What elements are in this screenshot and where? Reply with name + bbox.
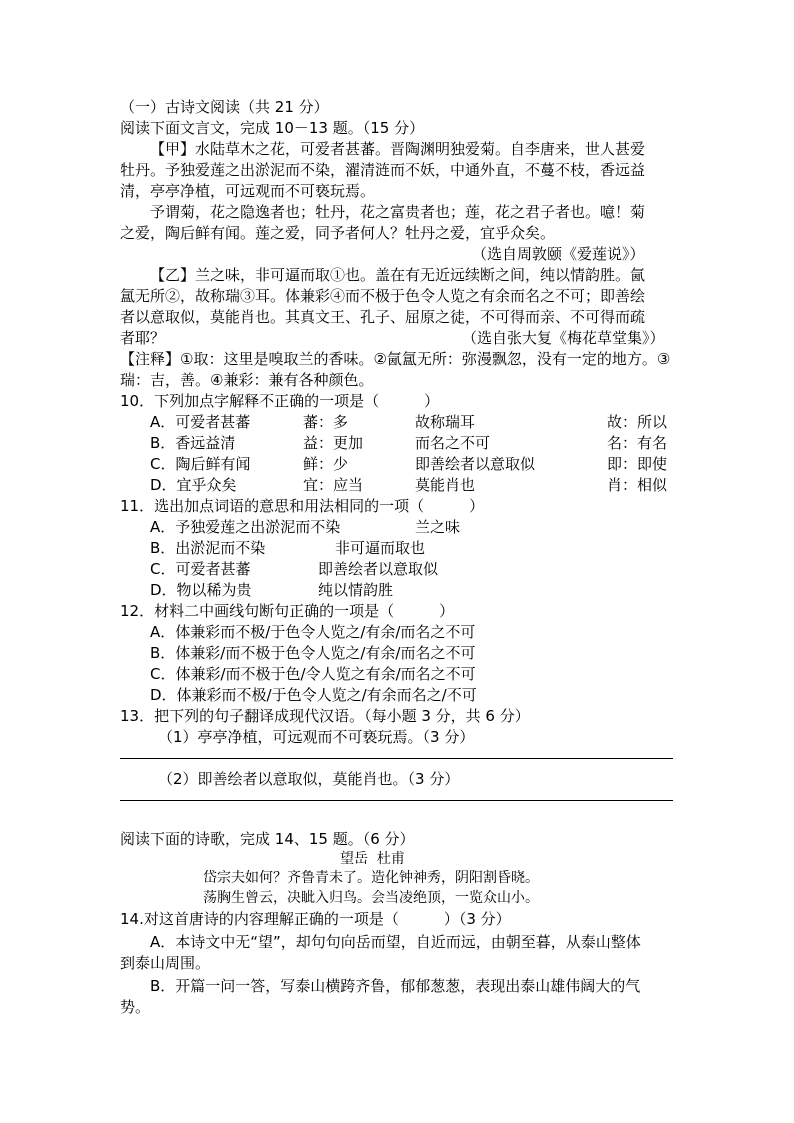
- passage-jia-line: 牡丹。予独爱莲之出淤泥而不染，濯清涟而不妖，中通外直，不蔓不枝，香远益: [120, 161, 646, 179]
- option-text: A．体兼彩而不极/于色令人览之/有余/而名之不可: [150, 623, 476, 641]
- option-text: 即善绘者以意取似: [318, 560, 439, 578]
- answer-line[interactable]: [120, 800, 673, 801]
- instruction-text: 阅读下面的诗歌，完成 14、15 题。（6 分）: [120, 830, 415, 848]
- passage-jia-line: 清，亭亭净植，可远观而不可亵玩焉。: [120, 182, 376, 200]
- option-text: D．宜乎众矣: [150, 476, 237, 494]
- option-text: 莫能肖也: [415, 476, 476, 494]
- question-12-stem: 12．材料二中画线句断句正确的一项是（ ）: [120, 602, 455, 620]
- passage-jia-line: 之爱，陶后鲜有闻。莲之爱，同予者何人？牡丹之爱，宜乎众矣。: [120, 224, 556, 242]
- option-text: A．本诗文中无“望”，却句句向岳而望，自近而远，由朝至暮，从泰山整体: [150, 933, 641, 951]
- option-gloss: 鲜：少: [303, 455, 349, 473]
- option-text: B．出淤泥而不染: [150, 539, 266, 557]
- answer-line[interactable]: [120, 758, 673, 759]
- option-gloss: 肖：相似: [607, 476, 668, 494]
- option-text: D．物以稀为贵: [150, 581, 252, 599]
- option-text: C．可爱者甚蕃: [150, 560, 251, 578]
- source-citation: （选自张大复《梅花草堂集》）: [462, 329, 665, 347]
- option-text: 非可逼而取也: [335, 539, 426, 557]
- question-14-stem: 14.对这首唐诗的内容理解正确的一项是（ ）（3 分）: [120, 910, 511, 928]
- passage-jia-line: 予谓菊，花之隐逸者也；牡丹，花之富贵者也；莲，花之君子者也。噫！菊: [150, 203, 646, 221]
- question-10-stem: 10．下列加点字解释不正确的一项是（ ）: [120, 392, 440, 410]
- notes-line: 瑞：吉，善。④兼彩：兼有各种颜色。: [120, 371, 374, 389]
- option-text: D．体兼彩而不极/于色令人览之/有余而名之/不可: [150, 686, 477, 704]
- option-text: C．陶后鲜有闻: [150, 455, 251, 473]
- question-13-stem: 13．把下列的句子翻译成现代汉语。（每小题 3 分，共 6 分）: [120, 707, 530, 725]
- option-text: B．香远益清: [150, 434, 236, 452]
- option-text: A．予独爱莲之出淤泥而不染: [150, 518, 341, 536]
- passage-yi-line: 者以意取似，莫能肖也。其真文王、孔子、屈原之徒，不可得而亲、不可得而疏: [120, 308, 646, 326]
- poem-title: 望岳 杜甫: [340, 851, 405, 867]
- passage-jia-line: 【甲】水陆草木之花，可爱者甚蕃。晋陶渊明独爱菊。自李唐来，世人甚爱: [150, 140, 646, 158]
- instruction-text: 阅读下面文言文，完成 10－13 题。（15 分）: [120, 119, 425, 137]
- option-text: A．可爱者甚蕃: [150, 413, 251, 431]
- option-gloss: 即：即使: [607, 455, 668, 473]
- option-text: 到泰山周围。: [120, 954, 211, 972]
- option-gloss: 蕃：多: [303, 413, 349, 431]
- section-title: （一）古诗文阅读（共 21 分）: [120, 98, 329, 116]
- option-text: 势。: [120, 998, 151, 1016]
- option-gloss: 故：所以: [607, 413, 668, 431]
- option-text: 兰之味: [415, 518, 461, 536]
- option-gloss: 益：更加: [303, 434, 364, 452]
- poem-line: 荡胸生曾云，决眦入归鸟。会当凌绝顶，一览众山小。: [203, 890, 539, 906]
- option-gloss: 名：有名: [607, 434, 668, 452]
- option-gloss: 宜：应当: [303, 476, 364, 494]
- translation-item: （2）即善绘者以意取似，莫能肖也。（3 分）: [158, 770, 460, 788]
- notes-line: 【注释】①取：这里是嗅取兰的香味。②氤氲无所：弥漫飘忽，没有一定的地方。③: [120, 350, 671, 368]
- option-text: B．开篇一问一答，写泰山横跨齐鲁，郁郁葱葱，表现出泰山雄伟阔大的气: [150, 977, 641, 995]
- option-text: 而名之不可: [415, 434, 491, 452]
- passage-yi-line: 者耶？: [120, 329, 166, 347]
- option-text: 即善绘者以意取似: [415, 455, 536, 473]
- question-11-stem: 11．选出加点词语的意思和用法相同的一项（ ）: [120, 497, 485, 515]
- option-text: C．体兼彩/而不极于色/令人览之有余/而名之不可: [150, 665, 476, 683]
- translation-item: （1）亭亭净植，可远观而不可亵玩焉。（3 分）: [158, 728, 475, 746]
- option-text: B．体兼彩/而不极于色令人览之/有余/而名之不可: [150, 644, 476, 662]
- option-text: 故称瑞耳: [415, 413, 476, 431]
- option-text: 纯以情韵胜: [318, 581, 394, 599]
- passage-yi-line: 【乙】兰之味，非可逼而取①也。盖在有无近远续断之间，纯以情韵胜。氤: [150, 266, 646, 284]
- poem-line: 岱宗夫如何？齐鲁青未了。造化钟神秀，阴阳割昏晓。: [203, 870, 539, 886]
- passage-yi-line: 氲无所②，故称瑞③耳。体兼彩④而不极于色令人览之有余而名之不可；即善绘: [120, 287, 646, 305]
- source-citation: （选自周敦颐《爱莲说》）: [472, 245, 645, 263]
